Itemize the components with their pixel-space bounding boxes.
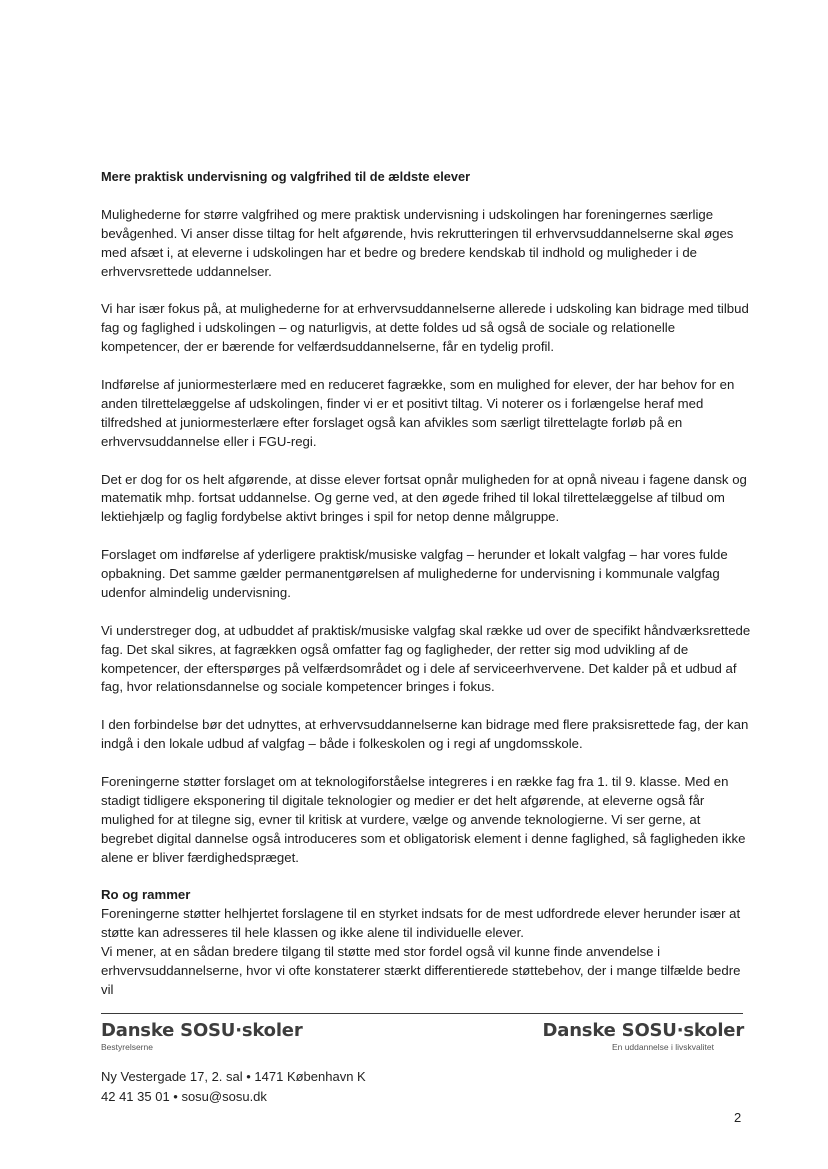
paragraph: Forslaget om indførelse af yderligere praktisk/musiske valgfag – herunder et lokalt valgfag – har vores fulde opbakning. Det samme gælder permanentgørelsen af mulighederne for undervisning i kommunale valgfag udenfor almindelig undervisning. xyxy=(101,547,728,600)
page-number: 2 xyxy=(734,1110,742,1125)
paragraph: Mulighederne for større valgfrihed og mere praktisk undervisning i udskolingen har foreningernes særlige bevågenhed. Vi anser disse tiltag for helt afgørende, hvis rekrutteringen til erhvervsuddannelserne skal øges med afsæt i, at eleverne i udskolingen har et bedre og bredere kendskab til indhold og muligheder i de erhvervsrettede uddannelser. xyxy=(101,206,734,279)
logo-name-part: skoler xyxy=(683,1020,744,1041)
paragraph: Det er dog for os helt afgørende, at disse elever fortsat opnår muligheden for at opnå niveau i fagene dansk og matematik mhp. fortsat uddannelse. Og gerne ved, at den øgede frihed til lokal tilrettelæggelse af tilbud om lektiehjælp og faglig fordybelse aktivt bringes i spil for netop denne målgruppe. xyxy=(101,471,747,525)
paragraph: Foreningerne støtter forslaget om at teknologiforståelse integreres i en række fag fra 1. til 9. klasse. Med en stadigt tidligere eksponering til digitale teknologier og medier er det helt afgørende, at eleverne også får mulighed for at tilegne sig, evner til kritisk at vurdere, vælge og anvende teknologierne. Vi ser gerne, at begrebet digital dannelse også introduceres som et obligatorisk element i denne faglighed, så fagligheden ikke alene er bliver færdighedspræget. xyxy=(101,773,746,865)
document-body xyxy=(101,168,751,1000)
paragraph: Indførelse af juniormesterlære med en reduceret fagrække, som en mulighed for elever, der har behov for en anden tilrettelæggelse af udskolingen, finder vi er et positivt tiltag. Vi noterer os i forlængelse heraf med tilfredshed at juniormesterlære efter forslaget også kan afvikles som særligt tilrettelagte forløb på en erhvervsuddannelse eller i FGU-regi. xyxy=(101,377,735,449)
section-heading: Mere praktisk undervisning og valgfrihed til de ældste elever xyxy=(101,169,471,184)
footer-phone-email: 42 41 35 01 • sosu@sosu.dk xyxy=(101,1089,267,1104)
logo-subtitle: Bestyrelserne xyxy=(101,1042,153,1052)
logo-bestyrelserne xyxy=(101,1020,303,1052)
logo-name-part: Danske SOSU xyxy=(101,1020,236,1041)
logo-tagline: En uddannelse i livskvalitet xyxy=(611,1042,714,1052)
logo-name-part: skoler xyxy=(241,1020,303,1041)
footer-divider xyxy=(101,1013,743,1014)
logo-main xyxy=(543,1020,745,1052)
subsection-heading: Ro og rammer xyxy=(101,887,191,903)
logo-wordmark xyxy=(101,1020,303,1041)
paragraph: Foreningerne støtter helhjertet forslagene til en styrket indsats for de mest udfordrede elever herunder især at støtte kan adresseres til hele klassen og ikke alene til individuelle elever. xyxy=(101,906,741,941)
paragraph: Vi understreger dog, at udbuddet af praktisk/musiske valgfag skal række ud over de specifikt håndværksrettede fag. Det skal sikres, at fagrækken også omfatter fag og fagligheder, der retter sig mod udvikling af de kompetencer, der efterspørges på velfærdsområdet og i dele af serviceerhvervene. Det kalder på et udbud af fag, hvor relationsdannelse og sociale kompetencer bringes i fokus. xyxy=(101,622,751,695)
dot-icon: · xyxy=(676,1020,684,1041)
paragraph: I den forbindelse bør det udnyttes, at erhvervsuddannelserne kan bidrage med flere praksisrettede fag, der kan indgå i den lokale udbud af valgfag – både i folkeskolen og i regi af ungdomsskole. xyxy=(101,717,749,752)
logo-wordmark xyxy=(543,1020,745,1041)
logo-name-part: Danske SOSU xyxy=(542,1020,677,1041)
footer-contact xyxy=(101,1067,366,1107)
paragraph: Vi mener, at en sådan bredere tilgang til støtte med stor fordel også vil kunne finde anvendelse i erhvervsuddannelserne, hvor vi ofte konstaterer stærkt differentierede støttebehov, der i mange tilfælde bedre vil xyxy=(101,944,741,997)
footer-address: Ny Vestergade 17, 2. sal • 1471 København K xyxy=(101,1069,366,1084)
paragraph: Vi har især fokus på, at mulighederne for at erhvervsuddannelserne allerede i udskoling kan bidrage med tilbud fag og faglighed i udskolingen – og naturligvis, at dette foldes ud så også de sociale og relationelle kompetencer, der er bærende for velfærdsuddannelserne, får en tydelig profil. xyxy=(101,301,749,355)
dot-icon: · xyxy=(235,1020,242,1041)
